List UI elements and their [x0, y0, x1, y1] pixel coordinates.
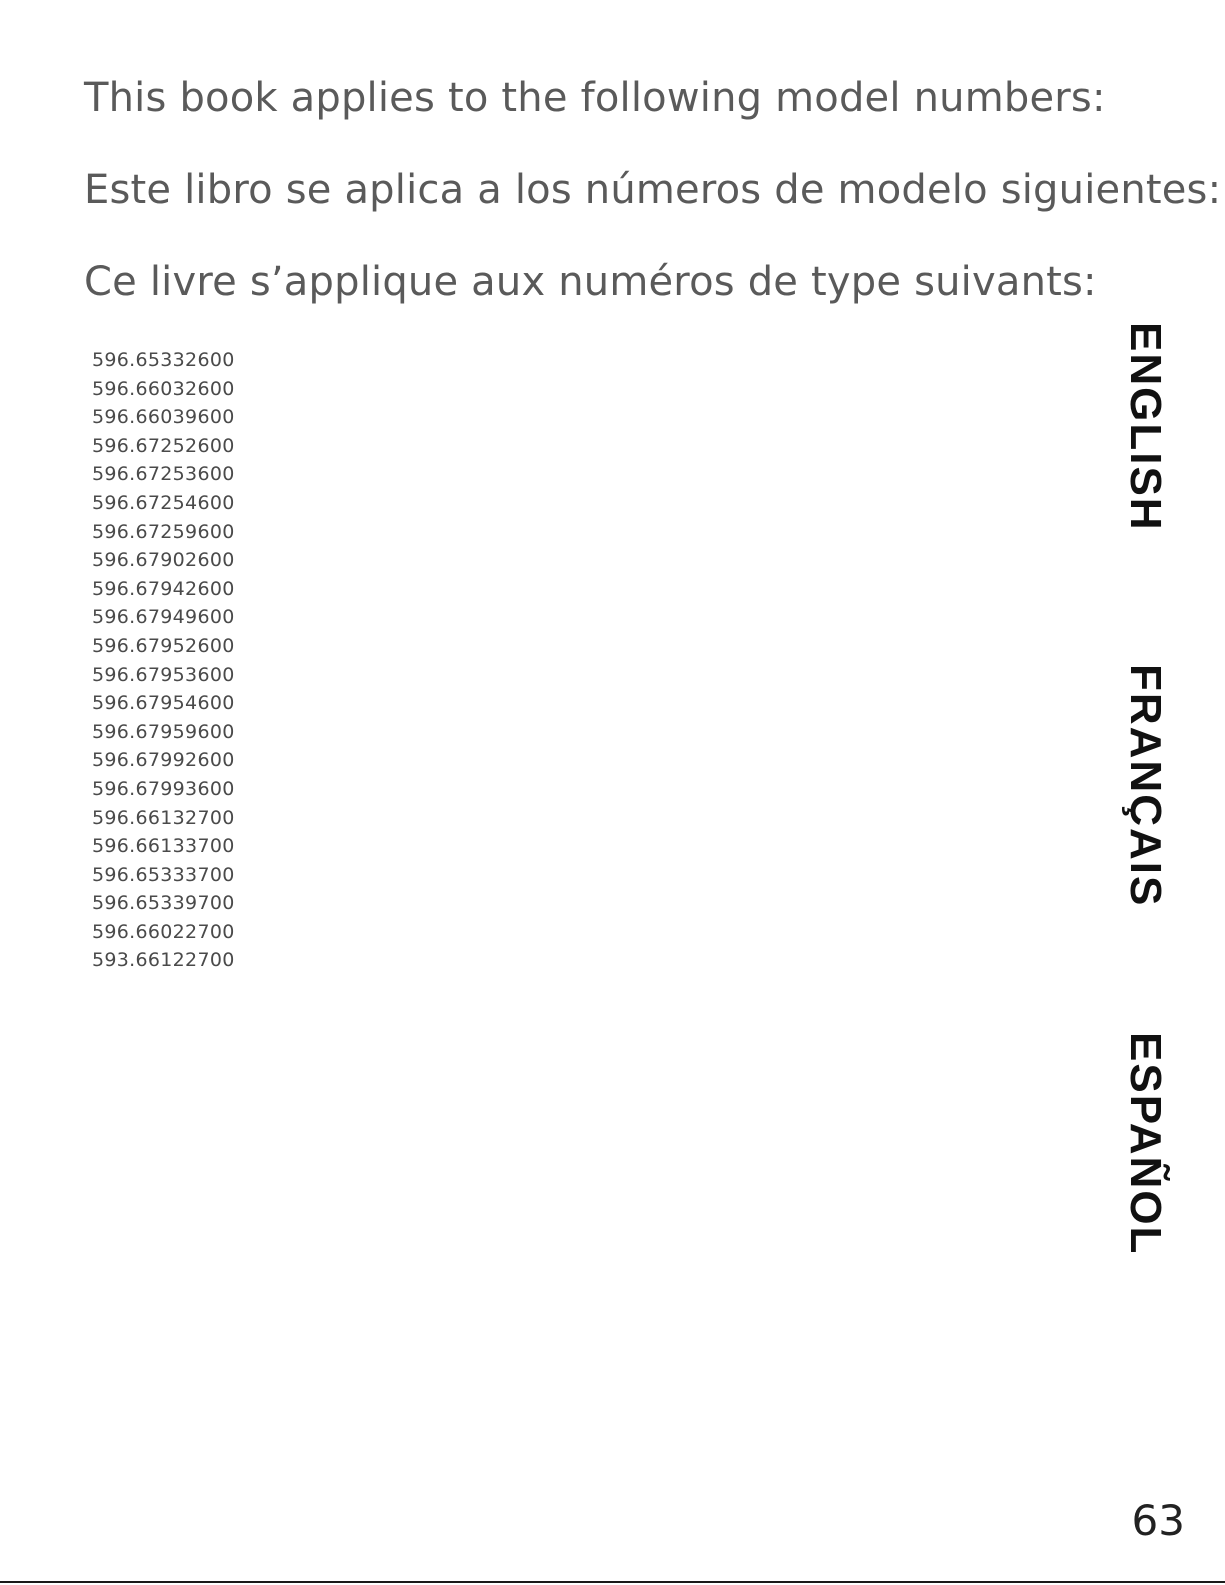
model-number-item: 596.66032600	[92, 377, 235, 400]
model-number-item: 596.67954600	[92, 692, 235, 715]
model-number-item: 596.65332600	[92, 349, 235, 371]
heading-spanish: Este libro se aplica a los números de modelo siguientes:	[84, 167, 1222, 213]
heading-french: Ce livre s’applique aux numéros de type suivants:	[84, 259, 1097, 305]
model-number-item: 596.66133700	[92, 835, 235, 858]
model-number-item: 596.67253600	[92, 463, 235, 486]
model-number-item: 596.67952600	[92, 634, 235, 657]
model-number-item: 596.67254600	[92, 491, 235, 514]
model-number-item: 596.67953600	[92, 663, 235, 686]
model-number-item: 593.66122700	[92, 949, 235, 972]
model-number-item: 596.67942600	[92, 577, 235, 600]
model-number-item: 596.67993600	[92, 777, 235, 800]
model-number-item: 596.66039600	[92, 406, 235, 429]
page-number: 63	[1131, 1496, 1185, 1545]
bottom-divider	[0, 1581, 1225, 1583]
heading-english: This book applies to the following model numbers:	[84, 75, 1106, 121]
language-tab-espanol: ESPAÑOL	[1121, 1032, 1170, 1256]
model-number-item: 596.65333700	[92, 863, 235, 886]
model-number-item: 596.67949600	[92, 606, 235, 629]
model-number-item: 596.65339700	[92, 892, 235, 915]
model-number-item: 596.66132700	[92, 806, 235, 829]
language-tab-francais: FRANÇAIS	[1121, 664, 1170, 908]
model-number-item: 596.67252600	[92, 434, 235, 457]
model-number-item: 596.67902600	[92, 549, 235, 572]
model-number-item: 596.66022700	[92, 920, 235, 943]
model-number-item: 596.67992600	[92, 749, 235, 772]
language-tab-english: ENGLISH	[1121, 322, 1170, 532]
model-number-item: 596.67259600	[92, 520, 235, 543]
model-number-list	[92, 346, 235, 975]
model-number-item: 596.67959600	[92, 720, 235, 743]
